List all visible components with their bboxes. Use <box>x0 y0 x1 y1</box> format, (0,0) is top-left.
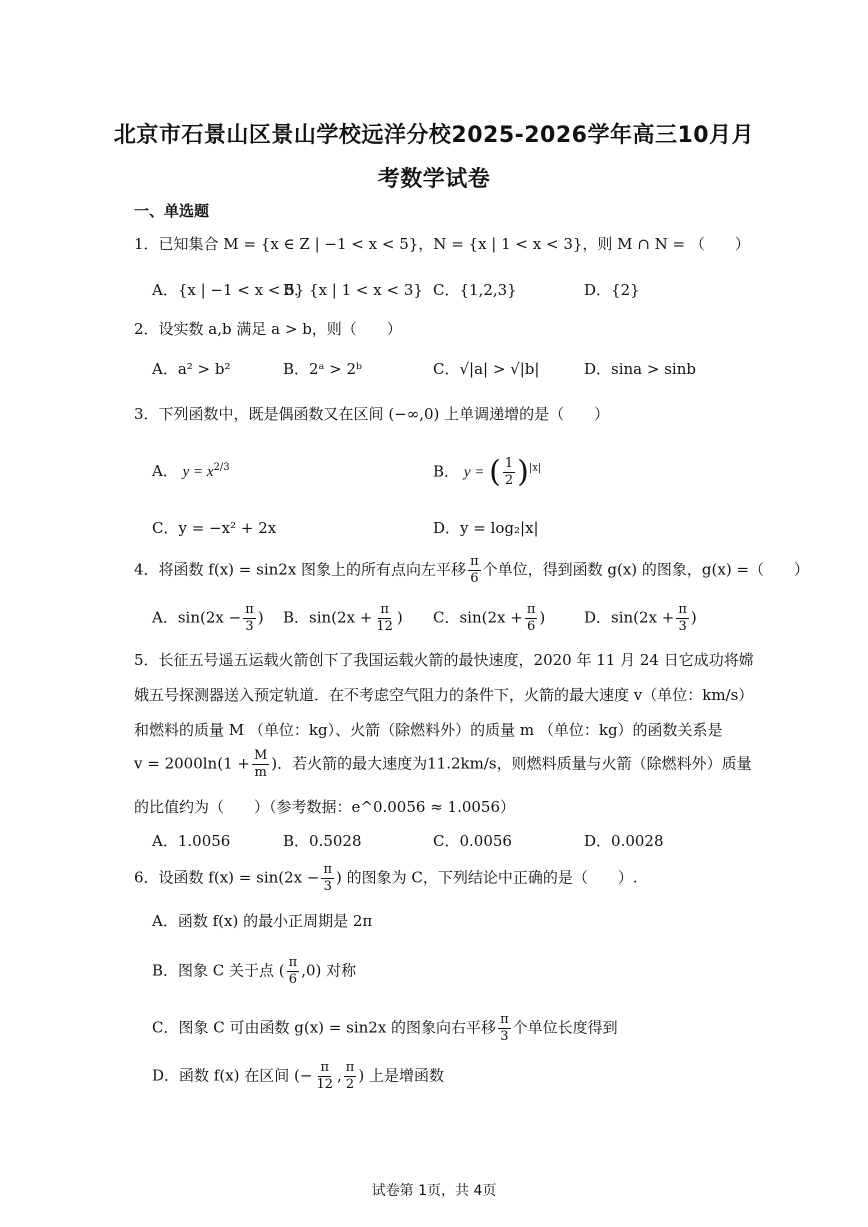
question-4-option-a-num: π <box>245 602 254 617</box>
question-6-option-b-pre: B．图象 C 关于点 ( <box>152 961 285 980</box>
question-6-option-c-den: 3 <box>500 1029 509 1044</box>
question-2-option-d: D．sina > sinb <box>584 360 696 378</box>
question-3-option-b-expr: y = <box>463 464 485 481</box>
question-6-option-d <box>152 1060 444 1093</box>
question-4-option-b-post: ) <box>396 608 403 627</box>
question-4-option-b-pre: B．sin(2x + <box>283 608 373 627</box>
question-5-line-2: 娥五号探测器送入预定轨道．在不考虑空气阻力的条件下，火箭的最大速度 v（单位：km/s） <box>134 686 754 704</box>
question-6-option-d-den1: 12 <box>316 1077 334 1092</box>
question-3-option-b-label: B． <box>433 462 460 481</box>
question-6-option-a: A．函数 f(x) 的最小正周期是 2π <box>152 912 373 930</box>
question-4-option-d-pre: D．sin(2x + <box>584 608 675 627</box>
question-4-option-d-post: ) <box>690 608 697 627</box>
question-1-option-a: A．{x | −1 < x < 5} <box>152 281 305 299</box>
question-4-option-c-num: π <box>526 602 536 617</box>
question-4-stem-frac-num: π <box>470 554 479 569</box>
question-5-line-5: 的比值约为（ ）（参考数据：e^0.0056 ≈ 1.0056） <box>134 798 516 816</box>
question-4-option-b-num: π <box>380 602 389 617</box>
question-6-stem-pre: 6．设函数 f(x) = sin(2x − <box>134 868 320 887</box>
question-5-line-4 <box>134 748 752 781</box>
question-4-option-d-num: π <box>678 602 687 617</box>
question-2-option-b: B．2ᵃ > 2ᵇ <box>283 360 362 378</box>
page-title-line2: 考数学试卷 <box>377 167 491 192</box>
question-2-option-c: C．√|a| > √|b| <box>433 360 540 378</box>
question-4-stem-post: 个单位，得到函数 g(x) 的图象，g(x) =（ ） <box>482 560 810 579</box>
question-4-option-a-post: ) <box>257 608 264 627</box>
question-2-stem: 2．设实数 a,b 满足 a > b，则（ ） <box>134 320 402 338</box>
question-2-option-a: A．a² > b² <box>152 360 231 378</box>
page-title-line1: 北京市石景山区景山学校远洋分校2025-2026学年高三10月月 <box>113 123 755 148</box>
question-3-stem: 3．下列函数中，既是偶函数又在区间 (−∞,0) 上单调递增的是（ ） <box>134 405 610 423</box>
question-3-option-a-label: A． <box>152 462 178 480</box>
question-4-option-c-pre: C．sin(2x + <box>433 608 523 627</box>
page-footer: 试卷第 1页，共 4页 <box>371 1183 497 1199</box>
question-6-option-d-pre: D．函数 f(x) 在区间 (− <box>152 1066 313 1085</box>
question-5-option-a: A．1.0056 <box>152 832 231 850</box>
question-5-line-3: 和燃料的质量 M （单位：kg）、火箭（除燃料外）的质量 m （单位：kg）的函数关系是 <box>134 721 723 739</box>
question-4-option-b-den: 12 <box>376 619 393 634</box>
question-6-option-c <box>152 1012 618 1045</box>
question-3-option-a <box>152 460 230 481</box>
question-3-option-b-frac-den: 2 <box>504 473 514 488</box>
question-3-option-c: C．y = −x² + 2x <box>152 519 277 537</box>
question-4-option-b <box>283 602 403 635</box>
question-4-option-d <box>584 602 697 635</box>
question-6-option-c-post: 个单位长度得到 <box>512 1018 618 1037</box>
question-6-stem-den: 3 <box>323 879 332 894</box>
question-3-option-d: D．y = log₂|x| <box>433 519 539 537</box>
question-5-line-1: 5．长征五号遥五运载火箭创下了我国运载火箭的最快速度，2020 年 11 月 24 日它成功将嫦 <box>134 651 754 669</box>
question-3-option-b-frac-num: 1 <box>504 456 514 471</box>
question-6-option-b-den: 6 <box>288 972 298 987</box>
question-5-option-b: B．0.5028 <box>283 832 362 850</box>
question-6-option-c-pre: C．图象 C 可由函数 g(x) = sin2x 的图象向右平移 <box>152 1018 497 1037</box>
question-6-option-d-mid: , <box>337 1066 342 1085</box>
question-6-option-c-num: π <box>500 1012 509 1027</box>
question-4-option-a <box>152 602 264 635</box>
question-6-option-d-num2: π <box>345 1060 355 1075</box>
question-5-option-d: D．0.0028 <box>584 832 664 850</box>
question-1-option-c: C．{1,2,3} <box>433 281 517 299</box>
question-6-option-b-num: π <box>288 955 298 970</box>
question-6-stem-num: π <box>323 862 333 877</box>
question-1-option-d: D．{2} <box>584 281 640 299</box>
question-5-formula-num: M <box>253 748 268 763</box>
question-1-stem: 1．已知集合 M = {x ∈ Z | −1 < x < 5}，N = {x | 1 < x < 3}，则 M ∩ N = （ ） <box>134 235 750 253</box>
question-6-option-d-den2: 2 <box>345 1077 355 1092</box>
question-6-option-d-post: ) 上是增函数 <box>358 1066 444 1085</box>
question-6-stem <box>134 862 638 895</box>
question-6-option-d-num1: π <box>320 1060 330 1075</box>
question-6-option-b-post: ,0) 对称 <box>301 961 357 980</box>
question-4-stem-pre: 4．将函数 f(x) = sin2x 图象上的所有点向左平移 <box>134 560 467 579</box>
question-4-option-a-pre: A．sin(2x − <box>152 608 242 627</box>
question-4-stem-frac-den: 6 <box>470 571 479 586</box>
question-5-option-c: C．0.0056 <box>433 832 512 850</box>
question-6-option-b <box>152 955 356 988</box>
question-3-option-a-exponent: 2/3 <box>213 462 230 473</box>
question-4-option-c-post: ) <box>539 608 546 627</box>
question-6-stem-post: ) 的图象为 C，下列结论中正确的是（ ）. <box>336 868 638 887</box>
question-5-formula-den: m <box>254 765 267 780</box>
question-1-option-b: B．{x | 1 < x < 3} <box>283 281 423 299</box>
question-5-formula-pre: v = 2000ln(1 + <box>134 754 250 773</box>
question-4-stem <box>134 554 809 587</box>
question-5-formula-post: )．若火箭的最大速度为11.2km/s，则燃料质量与火箭（除燃料外）质量 <box>271 754 752 773</box>
section-heading: 一、单选题 <box>134 202 210 220</box>
question-3-option-b: B． y = ( $\frac{1}{2}$ )$^{|x|}$ <box>433 454 542 490</box>
question-3-option-b-exponent: |x| <box>528 462 542 474</box>
question-3-option-a-expr: y = x <box>182 464 214 480</box>
question-4-option-d-den: 3 <box>678 619 687 634</box>
question-4-option-a-den: 3 <box>245 619 254 634</box>
question-4-option-c <box>433 602 545 635</box>
question-4-option-c-den: 6 <box>526 619 536 634</box>
